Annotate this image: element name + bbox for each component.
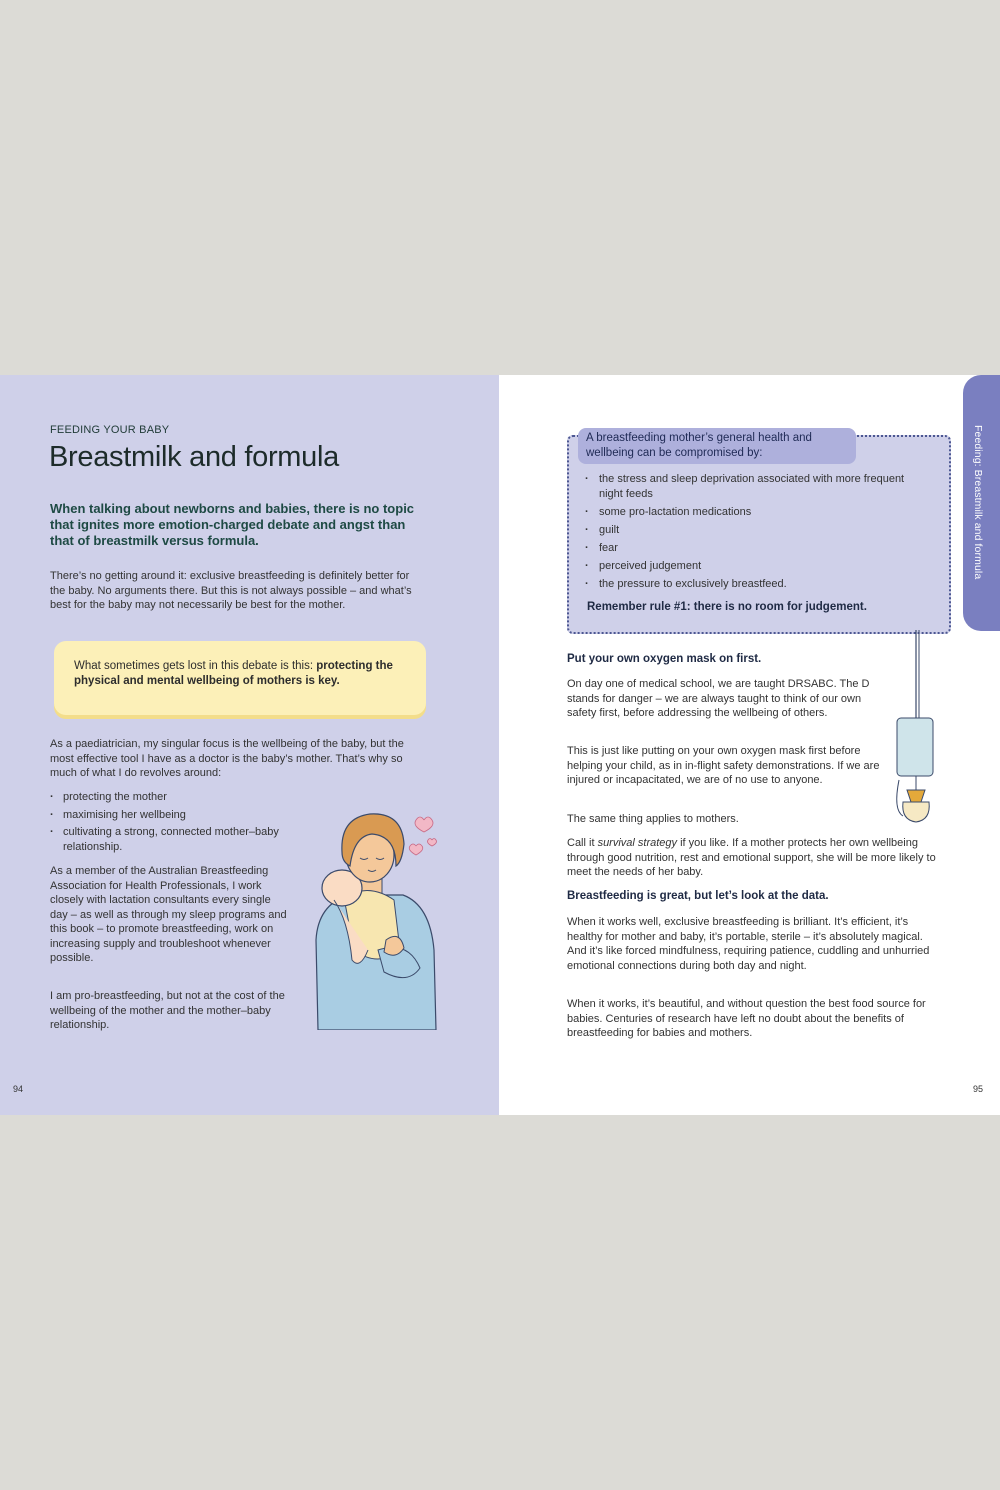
right-paragraph-2: This is just like putting on your own oxygen mask first before helping your child, as in in-flight safety demonstrations. If we are injured or incapacitated, we are of no use to anyone. [567,745,880,786]
paragraph-1: There’s no getting around it: exclusive breastfeeding is definitely better for the baby. No arguments there. But this is not always possible – and what’s best for the baby may not necessarily be best for the mother. [50,570,412,611]
callout-lead: What sometimes gets lost in this debate is this: [74,660,317,672]
callout-bold: protecting the physical and mental wellbeing of mothers is key. [74,660,393,687]
callout-box [54,641,426,715]
list-item: · the stress and sleep deprivation associated with more frequent night feeds [585,472,925,501]
list-item: · guilt [585,523,925,538]
list-item: · some pro-lactation medications [585,505,925,520]
paragraph-2: As a paediatrician, my singular focus is the wellbeing of the baby, but the most effective tool I have as a doctor is the baby’s mother. That’s why so much of what I do revolves around: [50,738,404,779]
focus-list [50,790,290,857]
heading-data: Breastfeeding is great, but let’s look at the data. [567,890,829,902]
page-number-left: 94 [13,1084,24,1094]
list-item: · cultivating a strong, connected mother–baby relationship. [50,825,290,854]
right-paragraph-4 [567,836,937,880]
section-label: FEEDING YOUR BABY [50,424,170,436]
chapter-tab-label: Feeding: Breastmilk and formula [972,425,984,580]
list-item: · perceived judgement [585,559,925,574]
compromise-box-heading: A breastfeeding mother’s general health and wellbeing can be compromised by: [578,428,856,464]
paragraph-3: As a member of the Australian Breastfeeding Association for Health Professionals, I work closely with lactation consultants every single day – as well as through my sleep programs and this book – to promote breastfeeding, work on increasing supply and troubleshoot whenever possible. [50,865,287,964]
intro-paragraph: When talking about newborns and babies, there is no topic that ignites more emotion-charged debate and angst than that of breastmilk versus formula. [50,501,415,548]
para4-post: if you like. If a mother protects her own wellbeing through good nutrition, rest and emotional support, she will be more likely to meet the needs of her baby. [567,837,936,878]
heading-oxygen-mask: Put your own oxygen mask on first. [567,653,762,665]
compromise-list [585,472,925,595]
page-title: Breastmilk and formula [49,441,339,473]
right-page [499,375,1000,1115]
left-page [0,375,499,1115]
right-paragraph-3: The same thing applies to mothers. [567,813,739,825]
list-item: · fear [585,541,925,556]
para4-italic: survival strategy [597,837,678,849]
mother-holding-baby-illustration [308,800,448,1030]
list-item: · protecting the mother [50,790,290,805]
callout-text [74,659,414,689]
list-item: · maximising her wellbeing [50,808,290,823]
rule-reminder: Remember rule #1: there is no room for judgement. [587,601,867,613]
right-paragraph-1: On day one of medical school, we are taught DRSABC. The D stands for danger – we are always taught to think of our own safety first, before addressing the wellbeing of others. [567,678,870,719]
oxygen-mask-illustration [891,630,941,830]
paragraph-4: I am pro-breastfeeding, but not at the cost of the wellbeing of the mother and the mother–baby relationship. [50,990,285,1031]
book-spread [0,375,1000,1115]
para4-pre: Call it [567,837,598,849]
right-paragraph-6: When it works, it’s beautiful, and without question the best food source for babies. Centuries of research have left no doubt about the benefits of breastfeeding for babies and mothers. [567,998,926,1039]
list-item: · the pressure to exclusively breastfeed. [585,577,925,592]
page-number-right: 95 [973,1084,984,1094]
right-paragraph-5: When it works well, exclusive breastfeeding is brilliant. It’s efficient, it’s healthy for mother and baby, it’s portable, sterile – it’s absolutely magical. And it’s like forced mindfulness, requiring patience, cuddling and unhurried emotional connections during both day and night. [567,916,930,972]
